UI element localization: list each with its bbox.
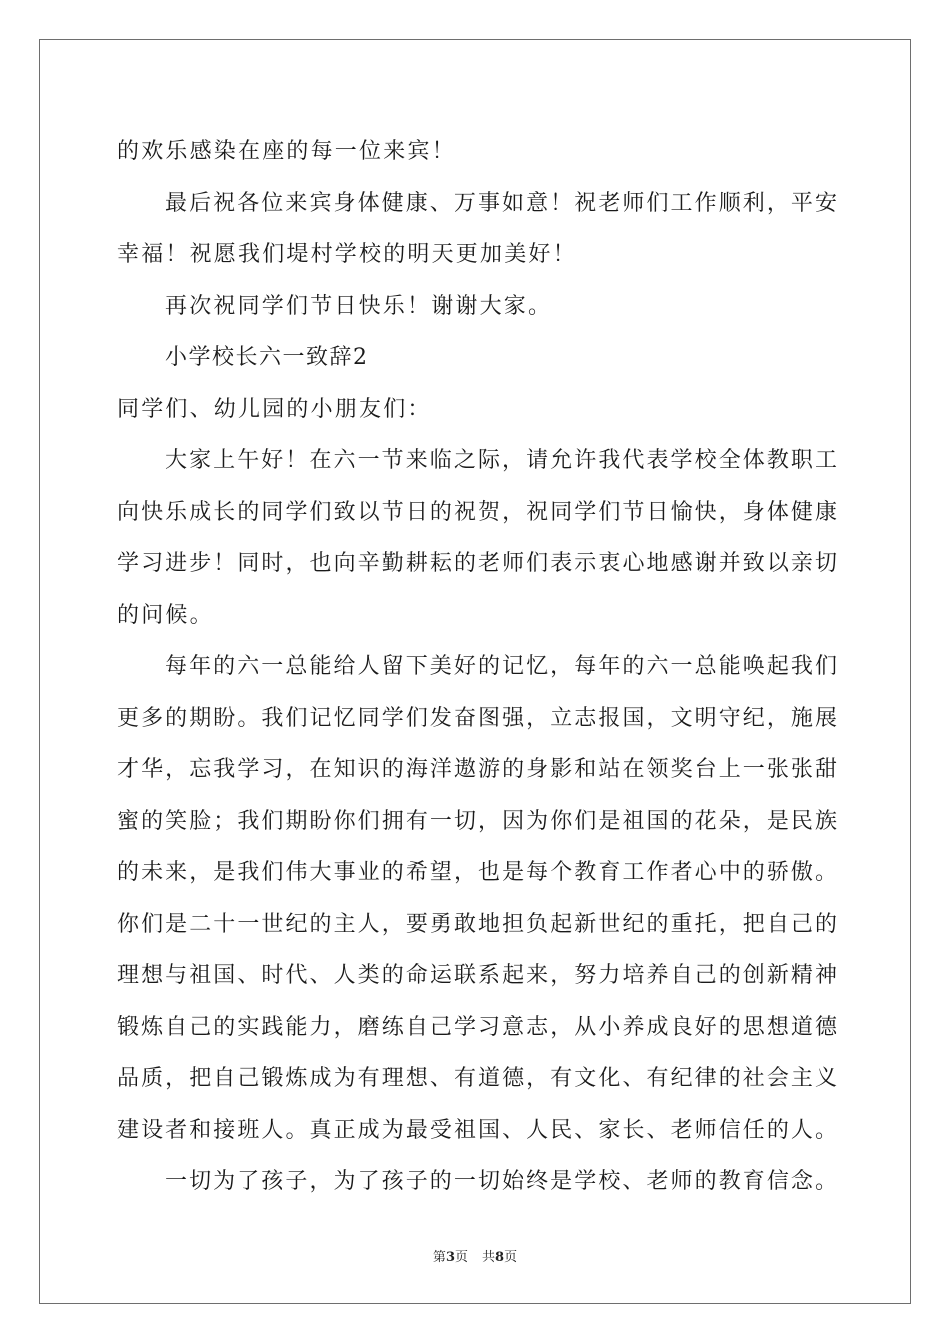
- total-prefix: 共: [482, 1250, 496, 1265]
- paragraph-line: 每年的六一总能给人留下美好的记忆，每年的六一总能唤起我们: [165, 654, 837, 679]
- paragraph-line: 理想与祖国、时代、人类的命运联系起来，努力培养自己的创新精神: [117, 963, 837, 988]
- total-suffix: 页: [504, 1250, 518, 1265]
- paragraph-line: 幸福！祝愿我们堤村学校的明天更加美好！: [117, 242, 577, 267]
- salutation-line: 同学们、幼儿园的小朋友们：: [117, 396, 432, 422]
- paragraph-line: 大家上午好！在六一节来临之际，请允许我代表学校全体教职工: [165, 448, 837, 473]
- paragraph-line: 品质，把自己锻炼成为有理想、有道德，有文化、有纪律的社会主义: [117, 1066, 837, 1091]
- document-body: [117, 126, 837, 1208]
- page-prefix: 第: [432, 1250, 446, 1265]
- paragraph-line: 的未来，是我们伟大事业的希望，也是每个教育工作者心中的骄傲。: [117, 860, 837, 885]
- paragraph-line: 向快乐成长的同学们致以节日的祝贺，祝同学们节日愉快，身体健康: [117, 499, 837, 525]
- paragraph-line: 更多的期盼。我们记忆同学们发奋图强，立志报国，文明守纪，施展: [117, 705, 837, 731]
- total-pages: 8: [495, 1250, 505, 1265]
- paragraph-line: 蜜的笑脸；我们期盼你们拥有一切，因为你们是祖国的花朵，是民族: [117, 808, 837, 834]
- paragraph-line: 的问候。: [117, 602, 214, 628]
- paragraph-line: 再次祝同学们节日快乐！谢谢大家。: [165, 293, 553, 319]
- paragraph-line: 锻炼自己的实践能力，磨练自己学习意志，从小养成良好的思想道德: [117, 1014, 837, 1040]
- page-number: 3: [445, 1250, 455, 1265]
- paragraph-line: 学习进步！同时，也向辛勤耕耘的老师们表示衷心地感谢并致以亲切: [117, 551, 837, 576]
- paragraph-line: 最后祝各位来宾身体健康、万事如意！祝老师们工作顺利，平安: [165, 190, 837, 216]
- paragraph-line: 你们是二十一世纪的主人，要勇敢地担负起新世纪的重托，把自己的: [117, 911, 837, 937]
- section-heading: 小学校长六一致辞2: [165, 345, 369, 370]
- paragraph-line: 的欢乐感染在座的每一位来宾！: [117, 139, 456, 164]
- page-suffix: 页: [454, 1250, 468, 1265]
- paragraph-line: 才华，忘我学习，在知识的海洋遨游的身影和站在领奖台上一张张甜: [117, 757, 837, 782]
- paragraph-line: 建设者和接班人。真正成为最受祖国、人民、家长、老师信任的人。: [117, 1117, 837, 1143]
- paragraph-line: 一切为了孩子，为了孩子的一切始终是学校、老师的教育信念。: [165, 1169, 837, 1194]
- page-footer: [0, 1246, 950, 1265]
